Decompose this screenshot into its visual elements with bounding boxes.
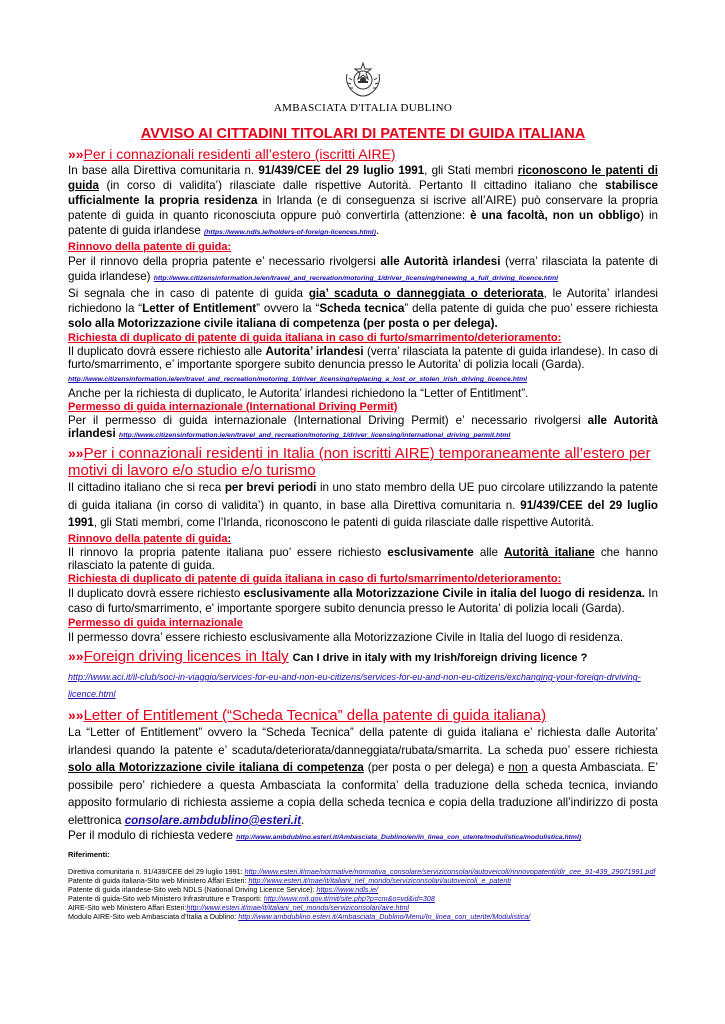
- reference-sep: :: [259, 894, 264, 904]
- text: Il duplicato dovrà essere richiesto: [68, 587, 244, 601]
- emphasis: stabilisce ufficialmente la propria residenza: [68, 179, 658, 207]
- duplicate-paragraph: [68, 345, 658, 387]
- text: Il cittadino italiano che si reca: [68, 481, 225, 495]
- reference-sep: :: [244, 876, 249, 886]
- text: , gli Stati membri: [424, 164, 518, 177]
- idp-link[interactable]: http://www.citizensinformation.ie/en/travel_and_recreation/motoring_1/driver_licensing/international_driving_permit.html: [118, 432, 511, 440]
- text: ) in patente di guida irlandese: [68, 209, 658, 237]
- reference-item: [68, 867, 658, 876]
- directive-ref: 91/439/CEE del 29 luglio 1991: [68, 498, 659, 530]
- emphasis: esclusivamente alla Motorizzazione Civile in italia del luogo di residenza.: [243, 587, 646, 601]
- text: , gli Stati membri, come l’Irlanda, riconoscono le patenti di guida rilasciate dalle rispettive Autorità.: [93, 516, 594, 530]
- emphasis: per brevi periodi: [224, 481, 317, 495]
- text: Per il permesso di guida internazionale (International Driving Permit) e’ necessario rivolgersi: [68, 413, 588, 427]
- references-list: [68, 867, 658, 921]
- text: .: [375, 224, 380, 237]
- text: Per il modulo di richiesta vedere: [68, 829, 237, 843]
- text: Rinnovo della patente di guida: [68, 532, 228, 545]
- embassy-name: AMBASCIATA D'ITALIA DUBLINO: [273, 102, 453, 114]
- text: In base alla Direttiva comunitaria n.: [68, 164, 259, 177]
- text: (verra’ rilasciata la patente di guida irlandese): [68, 255, 658, 283]
- consular-email-link[interactable]: consolare.ambdublino@esteri.it: [124, 813, 301, 827]
- references-title: Riferimenti:: [68, 850, 110, 860]
- emphasis: gia’ scaduta o danneggiata o deteriorata: [308, 287, 544, 300]
- section-aire-title-text: Per i connazionali residenti all’estero (iscritti AIRE): [83, 146, 396, 162]
- emphasis: esclusivamente: [387, 545, 474, 559]
- emphasis: solo alla Motorizzazione civile italiana di competenza: [68, 761, 364, 775]
- duplicate-link[interactable]: http://www.citizensinformation.ie/en/travel_and_recreation/motoring_1/driver_licensing/replacing_a_lost_or_stolen_irish_driving_licence.html: [68, 376, 528, 384]
- section-letter-title: [68, 707, 658, 724]
- idp-subheading: Permesso di guida internazionale (International Driving Permit): [68, 400, 398, 413]
- reference-item: [68, 894, 658, 903]
- reference-label: Patente di guida irlandese-Sito web NDLS (National Driving Licence Service): [68, 885, 313, 895]
- arrow-marker: »»: [68, 445, 84, 462]
- text: Il duplicato dovrà essere richiesto alle: [68, 345, 266, 358]
- reference-label: AIRE-Sito web Ministero Affari Esteri: [68, 903, 185, 913]
- reference-link[interactable]: http://www.esteri.it/mae/it/italiani_nel_mondo/serviziconsolari/autoveicoli_e_patenti: [248, 876, 511, 886]
- reference-link[interactable]: http://www.ambdublino.esteri.it/Ambasciata_Dublino/Menu/In_linea_con_utente/Modulistica/: [238, 912, 531, 922]
- text: .: [300, 813, 305, 827]
- text: , le Autorita’ irlandesi richiedono la “: [68, 287, 659, 315]
- document-page: [68, 60, 658, 921]
- emphasis: riconoscono le patenti di guida: [68, 164, 658, 192]
- renewal-subheading: Rinnovo della patente di guida:: [68, 241, 232, 253]
- reference-item: [68, 885, 658, 894]
- expired-paragraph: [68, 286, 658, 331]
- text: Si segnala che in caso di patente di guida: [68, 287, 309, 300]
- text: Il rinnovo la propria patente italiana puo’ essere richiesto: [68, 545, 388, 559]
- section-letter-title-text: Letter of Entitlement (“Scheda Tecnica” della patente di guida italiana): [83, 707, 547, 725]
- emphasis: Scheda tecnica: [319, 302, 405, 315]
- emphasis: alle Autorità irlandesi: [380, 255, 501, 268]
- reference-link[interactable]: http://www.mit.gov.it/mit/site.php?p=cm&o=vd&id=308: [263, 894, 435, 904]
- text: Per il rinnovo della propria patente e’ necessario rivolgersi: [68, 255, 381, 268]
- text: che hanno rilasciato la patente di guida.: [68, 545, 658, 572]
- reference-label: Patente di guida-Sito web Ministero Infrastrutture e Trasporti: [68, 894, 260, 904]
- arrow-marker: »»: [68, 648, 84, 665]
- reference-link[interactable]: https://www.ndls.ie/: [316, 885, 379, 895]
- section-foreign-title: [68, 648, 658, 667]
- text: in Irlanda (e di conseguenza si iscrive all’AIRE) può conservare la propria patente di guida in quanto riconosciuta oppure può convertirla (attenzione:: [68, 194, 658, 222]
- form-link[interactable]: http://www.ambdublino.esteri.it/Ambasciata_Dublino/en/in_linea_con_utente/modulistica/modulistica.html): [236, 834, 582, 842]
- italy-renewal-subheading: [68, 533, 658, 546]
- text: (per posta o per delega) e: [363, 761, 509, 775]
- emphasis: è una facoltà, non un obbligo: [470, 209, 641, 222]
- emphasis: Autorita’ irlandesi: [265, 345, 364, 358]
- form-paragraph: [68, 829, 658, 844]
- italy-idp-subheading: Permesso di guida internazionale: [68, 617, 243, 630]
- arrow-marker: »»: [68, 146, 84, 162]
- reference-sep: :: [184, 903, 187, 913]
- reference-item: [68, 903, 658, 912]
- italy-renewal-paragraph: [68, 546, 658, 572]
- text: in uno stato membro della UE puo circolare utilizzando la patente di guida italiana (in corso di validita’) in quanto, in base alla Direttiva comunitaria n.: [68, 481, 658, 512]
- text: (in corso di validita’) rilasciate dalle rispettive Autorità. Pertanto Il cittadino italiano che: [98, 179, 606, 192]
- section-aire-paragraph: [68, 163, 658, 240]
- reference-link[interactable]: http://www.esteri.it/mae/normative/normativa_consolare/serviziconsolari/autoveicoli/rinnovopatenti/dir_cee_91-439_29071991.pdf: [244, 867, 656, 877]
- italy-duplicate-subheading: Richiesta di duplicato di patente di guida italiana in caso di furto/smarrimento/deterioramento:: [68, 573, 562, 586]
- page-title: AVVISO AI CITTADINI TITOLARI DI PATENTE DI GUIDA ITALIANA: [140, 126, 586, 142]
- foreign-question: Can I drive in italy with my Irish/foreign driving licence ?: [292, 652, 588, 665]
- text: (verra’ rilasciata la patente di guida irlandese). In caso di furto/smarrimento, e’ importante sporgere subito denuncia presso le Autorita’ di polizia locali (Garda).: [68, 345, 658, 372]
- italy-idp-paragraph: Il permesso dovra’ essere richiesto esclusivamente alla Motorizzazione Civile in Italia del luogo di residenza.: [68, 631, 624, 645]
- duplicate-subheading: Richiesta di duplicato di patente di guida italiana in caso di furto/smarrimento/deterioramento:: [68, 332, 562, 344]
- section-foreign-title-text: Foreign driving licences in Italy: [83, 648, 289, 666]
- emphasis: Letter of Entitlement: [142, 302, 257, 315]
- section-aire-title: [68, 146, 658, 163]
- emphasis: alle Autorità irlandesi: [68, 413, 658, 441]
- letter-note: Anche per la richiesta di duplicato, le Autorita’ irlandesi richiedono la “Letter of Entitlment”.: [68, 386, 529, 400]
- section-italy-title-text: Per i connazionali residenti in Italia (non iscritti AIRE) temporaneamente all’estero per motivi di lavoro e/o studio e/o turismo: [68, 445, 651, 480]
- reference-sep: :: [312, 885, 317, 895]
- italy-duplicate-paragraph: [68, 586, 658, 616]
- text: In caso di furto/smarrimento, e' importante sporgere subito denuncia presso le Autorita’ di polizia locali (Garda).: [68, 587, 658, 616]
- reference-item: [68, 876, 658, 885]
- arrow-marker: »»: [68, 707, 84, 724]
- emphasis: non: [508, 761, 528, 775]
- renewal-paragraph: [68, 254, 658, 286]
- reference-label: Modulo AIRE-Sito web Ambasciata d’Italia a Dublino: [68, 912, 235, 922]
- reference-link[interactable]: http://www.esteri.it/mae/it/italiani_nel_mondo/serviziconsolari/aire.html: [186, 903, 410, 913]
- section-italy-paragraph: [68, 479, 658, 532]
- reference-sep: :: [234, 912, 239, 922]
- text: a questa Ambasciata. E’ possibile pero’ richiedere a questa Ambasciata la conformita’ della traduzione della scheda tecnica, inviando apposito formulario di richiesta assieme a copia della scheda tecnica e copia della traduzione all’indirizzo di posta elettronica: [68, 761, 659, 827]
- reference-sep: :: [240, 867, 245, 877]
- directive-ref: 91/439/CEE del 29 luglio 1991: [258, 164, 425, 177]
- ndls-link[interactable]: (https://www.ndls.ie/holders-of-foreign-licences.html): [204, 229, 376, 236]
- reference-label: Direttiva comunitaria n. 91/439/CEE del 29 luglio 1991: [68, 867, 241, 877]
- renewal-link[interactable]: http://www.citizensinformation.ie/en/travel_and_recreation/motoring_1/driver_licensing/renewing_a_full_driving_licence.html: [153, 275, 558, 282]
- emphasis: Autorità italiane: [504, 545, 595, 559]
- section-italy-title: [68, 445, 658, 479]
- letter-paragraph: [68, 724, 658, 829]
- text: La “Letter of Entitlement” ovvero la “Scheda Tecnica” della patente di guida italiana e’ richiesta dalle Autorita’ irlandesi quando la patente e’ scaduta/deteriorata/danneggiata/rubata/smarrita. La scheda puo’ essere richiesta: [68, 726, 658, 757]
- aci-link[interactable]: http://www.aci.it/il-club/soci-in-viaggio/services-for-eu-and-non-eu-citizens/services-for-eu-and-non-eu-citizens/exchanging-your-foreign-drviving-licence.html: [68, 672, 641, 700]
- text: :: [227, 532, 232, 545]
- reference-label: Patente di guida italiana-Sito web Ministero Affari Esteri: [68, 876, 245, 886]
- reference-item: [68, 912, 658, 921]
- text: ” della patente di guida che puo’ essere richiesta: [404, 302, 658, 315]
- text: ” ovvero la “: [256, 302, 320, 315]
- text: alle: [473, 545, 505, 559]
- idp-paragraph: [68, 414, 658, 442]
- italian-republic-emblem-icon: [341, 60, 385, 100]
- emphasis: solo alla Motorizzazione civile italiana di competenza (per posta o per delega).: [68, 317, 498, 330]
